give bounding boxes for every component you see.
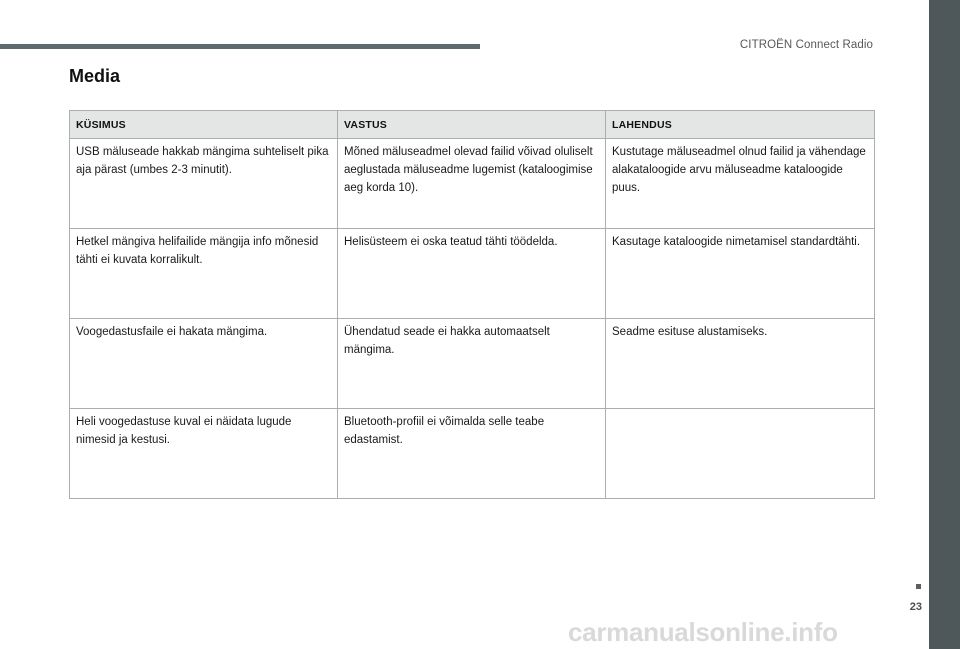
solution-cell: Kustutage mäluseadmel olnud failid ja vähendage alakataloogide arvu mäluseadme kataloogide puus. (606, 139, 875, 229)
page-marker-square (916, 584, 921, 589)
question-cell: Hetkel mängiva helifailide mängija info mõnesid tähti ei kuvata korralikult. (70, 229, 338, 319)
question-cell: Heli voogedastuse kuval ei näidata lugude nimesid ja kestusi. (70, 409, 338, 499)
page-number: 23 (909, 601, 922, 613)
manual-title: CITROËN Connect Radio (739, 39, 873, 51)
solution-cell (606, 409, 875, 499)
column-header-solution: LAHENDUS (606, 111, 875, 139)
table-header-row (70, 111, 875, 139)
table-row (70, 409, 875, 499)
page-title: Media (69, 66, 121, 86)
solution-cell: Seadme esituse alustamiseks. (606, 319, 875, 409)
answer-cell: Ühendatud seade ei hakka automaatselt mängima. (338, 319, 606, 409)
solution-cell: Kasutage kataloogide nimetamisel standardtähti. (606, 229, 875, 319)
column-header-answer: VASTUS (338, 111, 606, 139)
answer-cell: Helisüsteem ei oska teatud tähti töödelda. (338, 229, 606, 319)
column-header-question: KÜSIMUS (70, 111, 338, 139)
watermark: carmanualsonline.info (568, 617, 838, 647)
troubleshooting-table (69, 110, 875, 499)
side-bar (929, 0, 960, 649)
question-cell: Voogedastusfaile ei hakata mängima. (70, 319, 338, 409)
header-rule (0, 44, 480, 49)
table-row (70, 319, 875, 409)
question-cell: USB mäluseade hakkab mängima suhteliselt pika aja pärast (umbes 2-3 minutit). (70, 139, 338, 229)
answer-cell: Mõned mäluseadmel olevad failid võivad oluliselt aeglustada mäluseadme lugemist (kataloogimise aeg korda 10). (338, 139, 606, 229)
answer-cell: Bluetooth-profiil ei võimalda selle teabe edastamist. (338, 409, 606, 499)
table-row (70, 229, 875, 319)
table-row (70, 139, 875, 229)
